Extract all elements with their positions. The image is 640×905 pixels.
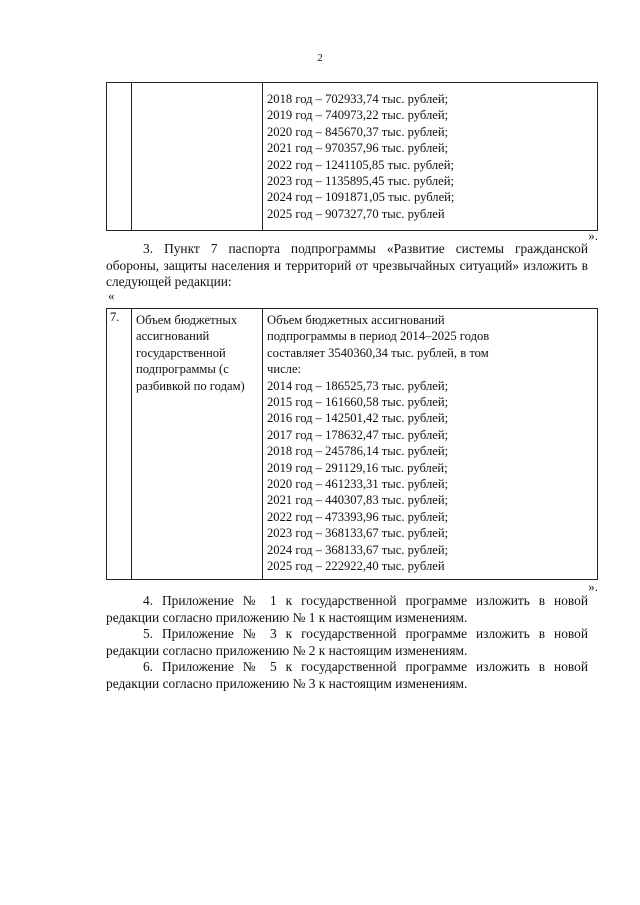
paragraph-4: 4. Приложение № 1 к государственной программе изложить в новой редакции согласно приложению № 1 к настоящим изменениям.	[106, 593, 588, 625]
year-line: 2023 год – 1135895,45 тыс. рублей;	[267, 174, 454, 189]
paragraph-6: 6. Приложение № 5 к государственной программе изложить в новой редакции согласно приложению № 3 к настоящим изменениям.	[106, 659, 588, 691]
table-cell-label	[132, 309, 263, 580]
table-cell-label	[132, 83, 263, 231]
budget-table-subprogram	[106, 308, 598, 580]
year-line: 2019 год – 291129,16 тыс. рублей;	[267, 460, 448, 475]
label-line: государственной	[136, 345, 226, 360]
table-row	[107, 309, 598, 580]
year-line: 2022 год – 473393,96 тыс. рублей;	[267, 509, 449, 524]
year-line: 2025 год – 907327,70 тыс. рублей	[267, 206, 445, 221]
year-line: 2016 год – 142501,42 тыс. рублей;	[267, 411, 449, 426]
opening-quote: «	[108, 288, 115, 303]
page-number: 2	[317, 52, 323, 64]
label-line: подпрограммы (с	[136, 362, 229, 377]
year-line: 2023 год – 368133,67 тыс. рублей;	[267, 526, 449, 541]
table-cell-values	[263, 309, 598, 580]
year-line: 2019 год – 740973,22 тыс. рублей;	[267, 108, 449, 123]
year-line: 2018 год – 245786,14 тыс. рублей;	[267, 444, 449, 459]
year-line: 2024 год – 368133,67 тыс. рублей;	[267, 542, 449, 557]
year-line: 2021 год – 970357,96 тыс. рублей;	[267, 141, 449, 156]
closing-quote: ».	[588, 579, 598, 594]
paragraph-3: 3. Пункт 7 паспорта подпрограммы «Развитие системы гражданской обороны, защиты населения и территорий от чрезвычайных ситуаций» изложить в следующей редакции:	[106, 241, 588, 290]
budget-table-continued	[106, 82, 598, 231]
table-row	[107, 83, 598, 231]
paragraph-5: 5. Приложение № 3 к государственной программе изложить в новой редакции согласно приложению № 2 к настоящим изменениям.	[106, 626, 588, 658]
closing-quote: ».	[588, 228, 598, 243]
value-line: подпрограммы в период 2014–2025 годов	[267, 329, 490, 344]
year-line: 2021 год – 440307,83 тыс. рублей;	[267, 493, 449, 508]
label-line: Объем бюджетных	[136, 313, 238, 327]
value-line: числе:	[267, 362, 302, 377]
label-line: ассигнований	[136, 329, 210, 344]
value-line: Объем бюджетных ассигнований	[267, 313, 445, 327]
year-line: 2014 год – 186525,73 тыс. рублей;	[267, 378, 449, 393]
table-cell-values	[263, 83, 598, 231]
year-line: 2020 год – 461233,31 тыс. рублей;	[267, 477, 449, 492]
year-line: 2024 год – 1091871,05 тыс. рублей;	[267, 190, 455, 205]
year-line: 2020 год – 845670,37 тыс. рублей;	[267, 124, 449, 139]
year-line: 2022 год – 1241105,85 тыс. рублей;	[267, 157, 454, 172]
year-line: 2018 год – 702933,74 тыс. рублей;	[267, 92, 449, 106]
year-line: 2017 год – 178632,47 тыс. рублей;	[267, 427, 449, 442]
value-line: составляет 3540360,34 тыс. рублей, в том	[267, 345, 489, 360]
year-line: 2015 год – 161660,58 тыс. рублей;	[267, 395, 449, 410]
year-line: 2025 год – 222922,40 тыс. рублей	[267, 559, 445, 574]
label-line: разбивкой по годам)	[136, 378, 245, 393]
table-cell-number: 7.	[107, 309, 132, 580]
table-cell-number	[107, 83, 132, 231]
